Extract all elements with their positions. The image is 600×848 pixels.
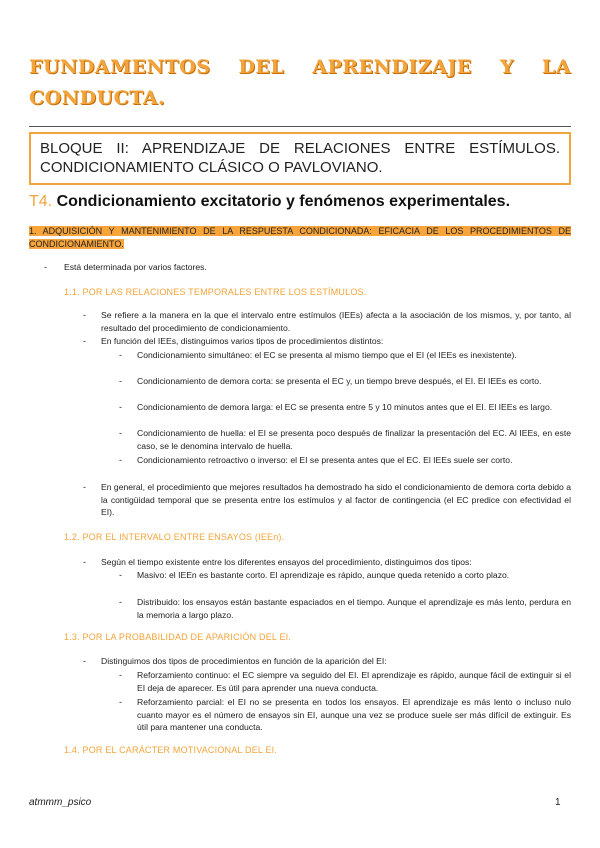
s1-sub-5: Condicionamiento retroactivo o inverso: el EI se presenta antes que el EC. El IEEs suele ser corto. <box>137 455 513 465</box>
s2-bullet-1: Según el tiempo existente entre los diferentes ensayos del procedimiento, distinguimos dos tipos: <box>101 557 472 567</box>
s2-sub-2: Distribuido: los ensayos están bastante espaciados en el tiempo. Aunque el aprendizaje es más lento, perdura en la memoria a largo plazo. <box>137 597 571 620</box>
bullet-dash: - <box>119 455 122 465</box>
intro-text: Está determinada por varios factores. <box>64 262 207 272</box>
bullet-dash: - <box>83 336 86 346</box>
s1-sub-1: Condicionamiento simultáneo: el EC se presenta al mismo tiempo que el EI (el IEEs es inexistente). <box>137 350 517 360</box>
bloque-line-2: CONDICIONAMIENTO CLÁSICO O PAVLOVIANO. <box>40 159 383 176</box>
bullet-dash: - <box>119 376 122 386</box>
topic-heading <box>29 193 510 211</box>
bullet-dash: - <box>119 570 122 580</box>
bullet-dash: - <box>44 262 47 272</box>
bullet-dash: - <box>119 670 122 680</box>
bullet-dash: - <box>83 310 86 320</box>
bloque-box <box>29 132 571 185</box>
bullet-dash: - <box>119 597 122 607</box>
title-rule <box>29 126 571 127</box>
section-1-heading: 1. ADQUISICIÓN Y MANTENIMIENTO DE LA RESPUESTA CONDICIONADA: EFICACIA DE LOS PROCEDIMIENTOS DE CONDICIONAMIENTO. <box>29 226 571 249</box>
s3-bullet-1: Distinguimos dos tipos de procedimientos en función de la aparición del EI: <box>101 656 387 666</box>
subsection-1-3: 1.3. POR LA PROBABILIDAD DE APARICIÓN DEL EI. <box>64 632 292 642</box>
subsection-1-1: 1.1. POR LAS RELACIONES TEMPORALES ENTRE LOS ESTÍMULOS. <box>64 287 367 297</box>
bullet-dash: - <box>83 557 86 567</box>
document-title: FUNDAMENTOS DEL APRENDIZAJE Y LA CONDUCTA. <box>29 56 571 109</box>
s3-sub-1: Reforzamiento continuo: el EC siempre va seguido del EI. El aprendizaje es rápido, aunque fácil de extinguir si el EI deja de aparecer. Es útil para aprender una nueva conducta. <box>137 670 571 693</box>
subsection-1-2: 1.2. POR EL INTERVALO ENTRE ENSAYOS (IEEn). <box>64 532 285 542</box>
bloque-line-1: BLOQUE II: APRENDIZAJE DE RELACIONES ENTRE ESTÍMULOS. <box>40 140 560 157</box>
s1-sub-4: Condicionamiento de huella: el EI se presenta poco después de finalizar la presentación del EC. Al IEEs, en este caso, se le denomina intervalo de huella. <box>137 428 571 451</box>
footer-author: atmmm_psico <box>29 797 92 808</box>
s2-sub-1: Masivo: el IEEn es bastante corto. El aprendizaje es rápido, aunque queda retenido a corto plazo. <box>137 570 510 580</box>
bullet-dash: - <box>83 656 86 666</box>
bullet-dash: - <box>119 697 122 707</box>
s1-bullet-3: En general, el procedimiento que mejores resultados ha demostrado ha sido el condicionamiento de demora corta debido a la contigüidad temporal que se presenta entre los estímulos y al factor de contingencia (el EC predice con efectividad el EI). <box>101 482 571 518</box>
bullet-dash: - <box>119 350 122 360</box>
s1-bullet-2: En función del IEEs, distinguimos varios tipos de procedimientos distintos: <box>101 336 384 346</box>
topic-title: Condicionamiento excitatorio y fenómenos experimentales. <box>56 193 511 210</box>
bullet-dash: - <box>119 402 122 412</box>
subsection-1-4: 1.4. POR EL CARÁCTER MOTIVACIONAL DEL EI. <box>64 745 278 755</box>
s1-sub-2: Condicionamiento de demora corta: se presenta el EC y, un tiempo breve después, el EI. El IEEs es corto. <box>137 376 542 386</box>
s1-sub-3: Condicionamiento de demora larga: el EC se presenta entre 5 y 10 minutos antes que el EI. El IEEs es largo. <box>137 402 553 412</box>
topic-number: T4. <box>29 193 53 210</box>
page-number: 1 <box>555 797 561 808</box>
s3-sub-2: Reforzamiento parcial: el EI no se presenta en todos los ensayos. El aprendizaje es más lento o incluso nulo cuanto mayor es el número de ensayos sin EI, aunque una vez se produce suele ser más difícil de extinguir. Es útil para mantener una conducta. <box>137 697 571 733</box>
bullet-dash: - <box>83 482 86 492</box>
s1-bullet-1: Se refiere a la manera en la que el intervalo entre estímulos (IEEs) afecta a la asociación de los mismos, y, por tanto, al resultado del procedimiento de condicionamiento. <box>101 310 571 333</box>
bullet-dash: - <box>119 428 122 438</box>
